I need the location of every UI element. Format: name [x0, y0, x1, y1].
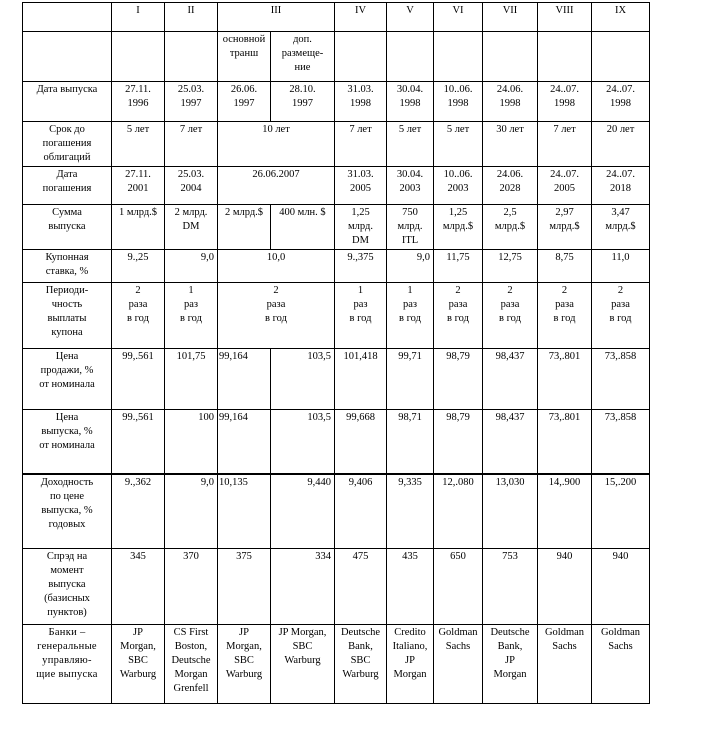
table-cell: 1 раз в год [335, 282, 387, 348]
table-cell: JP Morgan, SBC Warburg [218, 625, 271, 704]
table-cell: 99.,561 [112, 410, 165, 474]
table-cell: 9.,362 [112, 474, 165, 548]
row-issue-price [23, 410, 650, 474]
row-label: Банки – генеральные управляю- щие выпуска [23, 625, 112, 704]
table-cell: 2 раза в год [434, 282, 483, 348]
row-label: Дата погашения [23, 166, 112, 204]
table-cell: 10 лет [218, 121, 335, 166]
table-cell: 24.06. 2028 [483, 166, 538, 204]
column-header-8: VIII [538, 3, 592, 32]
table-cell: 2 млрд.$ [218, 205, 271, 250]
table-cell: 940 [592, 549, 650, 625]
row-issue-date [23, 82, 650, 121]
table-cell: 2 млрд. DM [165, 205, 218, 250]
subheader-cell [112, 32, 165, 82]
table-cell: 9,440 [271, 474, 335, 548]
table-cell: JP Morgan, SBC Warburg [112, 625, 165, 704]
table-cell: 370 [165, 549, 218, 625]
table-cell: 31.03. 2005 [335, 166, 387, 204]
table-cell: 13,030 [483, 474, 538, 548]
table-cell: 475 [335, 549, 387, 625]
table-cell: 103,5 [271, 410, 335, 474]
subheader-cell [335, 32, 387, 82]
table-cell: 8,75 [538, 250, 592, 282]
row-label: Купонная ставка, % [23, 250, 112, 282]
table-cell: 650 [434, 549, 483, 625]
table-cell: 26.06.2007 [218, 166, 335, 204]
table-cell: 99,.561 [112, 348, 165, 409]
table-cell: 7 лет [165, 121, 218, 166]
table-cell: 375 [218, 549, 271, 625]
table-cell: 31.03. 1998 [335, 82, 387, 121]
table-cell: 9,0 [165, 250, 218, 282]
header-row-numbers [23, 3, 650, 32]
table-cell: 2,97 млрд.$ [538, 205, 592, 250]
table-cell: Goldman Sachs [538, 625, 592, 704]
table-cell: 99,668 [335, 410, 387, 474]
row-label: Цена продажи, % от номинала [23, 348, 112, 409]
column-header-2: II [165, 3, 218, 32]
column-header-1: I [112, 3, 165, 32]
table-cell: 30 лет [483, 121, 538, 166]
table-cell: 2 раза в год [218, 282, 335, 348]
table-cell: 24..07. 1998 [592, 82, 650, 121]
subheader-cell [483, 32, 538, 82]
row-sale-price [23, 348, 650, 409]
table-cell: 9,0 [387, 250, 434, 282]
table-cell: 400 млн. $ [271, 205, 335, 250]
table-cell: 98,437 [483, 348, 538, 409]
table-cell: 26.06. 1997 [218, 82, 271, 121]
column-header-4: IV [335, 3, 387, 32]
table-cell: 334 [271, 549, 335, 625]
table-cell: 15,.200 [592, 474, 650, 548]
table-cell: 98,79 [434, 348, 483, 409]
row-label: Периоди- чность выплаты купона [23, 282, 112, 348]
row-lead-managers [23, 625, 650, 704]
table-cell: 28.10. 1997 [271, 82, 335, 121]
table-cell: 30.04. 1998 [387, 82, 434, 121]
subheader-cell [538, 32, 592, 82]
table-cell: 73,.801 [538, 410, 592, 474]
table-cell: Goldman Sachs [592, 625, 650, 704]
table-cell: 750 млрд. ITL [387, 205, 434, 250]
subheader-cell [434, 32, 483, 82]
table-cell: Credito Italiano, JP Morgan [387, 625, 434, 704]
subheader-main-tranche: основной транш [218, 32, 271, 82]
bond-issues-table [22, 2, 650, 704]
column-header-3: III [218, 3, 335, 32]
table-cell: 11,75 [434, 250, 483, 282]
table-cell: 20 лет [592, 121, 650, 166]
table-cell: 753 [483, 549, 538, 625]
table-cell: 24.06. 1998 [483, 82, 538, 121]
subheader-additional-placement: доп. размеще- ние [271, 32, 335, 82]
table-cell: 99,164 [218, 348, 271, 409]
table-cell: 99,71 [387, 348, 434, 409]
row-label: Срок до погашения облигаций [23, 121, 112, 166]
row-term [23, 121, 650, 166]
table-cell: 2 раза в год [483, 282, 538, 348]
row-label: Сумма выпуска [23, 205, 112, 250]
table-cell: 73,.858 [592, 348, 650, 409]
table-cell: 9.,375 [335, 250, 387, 282]
subheader-label-cell [23, 32, 112, 82]
table-cell: CS First Boston, Deutsche Morgan Grenfell [165, 625, 218, 704]
table-cell: 2 раза в год [592, 282, 650, 348]
table-cell: 9,406 [335, 474, 387, 548]
row-label: Доходность по цене выпуска, % годовых [23, 474, 112, 548]
table-cell: 435 [387, 549, 434, 625]
row-label: Спрэд на момент выпуска (базисных пунктов) [23, 549, 112, 625]
table-cell: 2,5 млрд.$ [483, 205, 538, 250]
row-spread [23, 549, 650, 625]
table-cell: 99,164 [218, 410, 271, 474]
column-header-5: V [387, 3, 434, 32]
table-cell: 98,71 [387, 410, 434, 474]
table-cell: 9.,25 [112, 250, 165, 282]
table-cell: 24..07. 1998 [538, 82, 592, 121]
table-cell: 24..07. 2018 [592, 166, 650, 204]
table-cell: 3,47 млрд.$ [592, 205, 650, 250]
row-coupon-rate [23, 250, 650, 282]
table-cell: 5 лет [112, 121, 165, 166]
table-cell: 10,0 [218, 250, 335, 282]
table-cell: 12,75 [483, 250, 538, 282]
table-cell: Deutsche Bank, SBC Warburg [335, 625, 387, 704]
subheader-cell [165, 32, 218, 82]
table-cell: 10..06. 1998 [434, 82, 483, 121]
row-label: Цена выпуска, % от номинала [23, 410, 112, 474]
column-header-9: IX [592, 3, 650, 32]
header-corner-cell [23, 3, 112, 32]
table-cell: 9,0 [165, 474, 218, 548]
table-cell: 5 лет [387, 121, 434, 166]
table-cell: 98,79 [434, 410, 483, 474]
column-header-6: VI [434, 3, 483, 32]
subheader-cell [592, 32, 650, 82]
row-coupon-frequency [23, 282, 650, 348]
row-maturity-date [23, 166, 650, 204]
table-cell: 2 раза в год [538, 282, 592, 348]
table-cell: 2 раза в год [112, 282, 165, 348]
table-cell: 103,5 [271, 348, 335, 409]
bond-issues-document [22, 2, 649, 704]
table-cell: 25.03. 1997 [165, 82, 218, 121]
table-cell: 7 лет [538, 121, 592, 166]
table-cell: 98,437 [483, 410, 538, 474]
row-yield [23, 474, 650, 548]
table-cell: 24..07. 2005 [538, 166, 592, 204]
table-cell: 14,.900 [538, 474, 592, 548]
subheader-cell [387, 32, 434, 82]
table-cell: 101,418 [335, 348, 387, 409]
table-cell: 9,335 [387, 474, 434, 548]
column-header-7: VII [483, 3, 538, 32]
table-cell: 25.03. 2004 [165, 166, 218, 204]
table-cell: 10,135 [218, 474, 271, 548]
table-cell: 1 раз в год [165, 282, 218, 348]
row-issue-amount [23, 205, 650, 250]
table-cell: 27.11. 2001 [112, 166, 165, 204]
table-cell: 73,.858 [592, 410, 650, 474]
table-cell: 10..06. 2003 [434, 166, 483, 204]
table-cell: 1 раз в год [387, 282, 434, 348]
table-cell: 940 [538, 549, 592, 625]
table-cell: 5 лет [434, 121, 483, 166]
table-cell: 100 [165, 410, 218, 474]
table-cell: 73,.801 [538, 348, 592, 409]
table-cell: 12,.080 [434, 474, 483, 548]
table-cell: 1,25 млрд.$ [434, 205, 483, 250]
table-cell: 1 млрд.$ [112, 205, 165, 250]
table-cell: 1,25 млрд. DM [335, 205, 387, 250]
row-label: Дата выпуска [23, 82, 112, 121]
table-cell: JP Morgan, SBC Warburg [271, 625, 335, 704]
table-cell: Goldman Sachs [434, 625, 483, 704]
table-cell: 101,75 [165, 348, 218, 409]
table-cell: 11,0 [592, 250, 650, 282]
table-cell: 27.11. 1996 [112, 82, 165, 121]
table-cell: 7 лет [335, 121, 387, 166]
header-row-subheaders [23, 32, 650, 82]
table-cell: 30.04. 2003 [387, 166, 434, 204]
table-cell: 345 [112, 549, 165, 625]
table-cell: Deutsche Bank, JP Morgan [483, 625, 538, 704]
